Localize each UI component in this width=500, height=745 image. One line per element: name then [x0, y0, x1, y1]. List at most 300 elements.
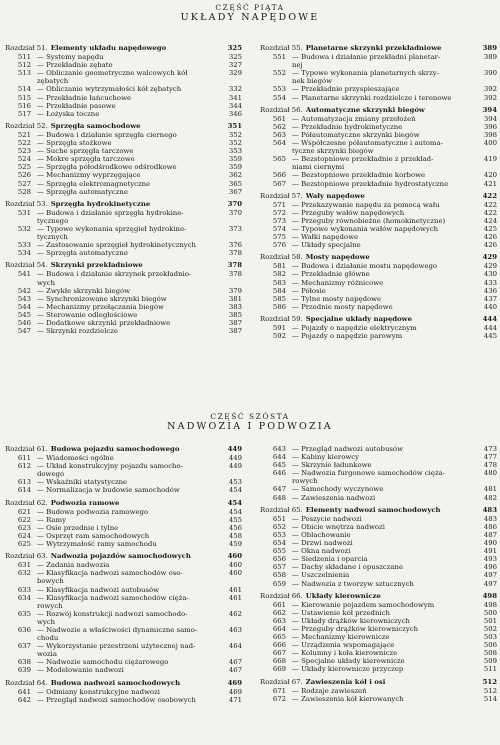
toc-entry [5, 462, 242, 470]
toc-entry [5, 516, 242, 524]
entry-page: 511 [483, 665, 497, 674]
entry-number: 515 [17, 93, 31, 102]
chapter-page: 394 [482, 105, 497, 114]
entry-title: — Zawieszenia nadwozi [292, 493, 376, 502]
entry-page: 460 [228, 561, 242, 570]
entry-title: — Okna nadwozi [292, 547, 351, 556]
toc-section [260, 106, 497, 188]
entry-page: 419 [483, 155, 497, 164]
entry-page: 464 [228, 642, 242, 651]
toc-entry [260, 531, 497, 539]
toc-entry [260, 625, 497, 633]
entry-page: 400 [483, 139, 497, 148]
entry-number: 612 [17, 462, 31, 471]
chapter-page: 498 [482, 591, 497, 600]
entry-page: 497 [483, 579, 497, 588]
entry-title: tyczne skrzynki biegów [292, 147, 374, 156]
toc-entry [5, 540, 242, 548]
entry-page: 426 [483, 241, 497, 250]
entry-title: — Modelowanie nadwozi [37, 666, 124, 675]
toc-entry [260, 233, 497, 241]
entry-page: 487 [483, 530, 497, 539]
toc-entry [5, 233, 242, 241]
toc-entry [260, 131, 497, 139]
entry-title: — Przekładnie zębate [37, 61, 113, 70]
entry-number: 517 [17, 109, 31, 118]
entry-number: 665 [272, 633, 286, 642]
entry-title: — Układ konstrukcyjny pojazdu samocho- [37, 462, 183, 471]
toc-entry [5, 241, 242, 249]
toc-entry [5, 327, 242, 335]
chapter-number: Rozdział 57. [260, 191, 303, 200]
entry-title: — Kierowanie pojazdem samochodowym [292, 600, 435, 609]
entry-title: — Wałki napędowe [292, 233, 359, 242]
entry-title: — Samochody wyczynowe [292, 485, 384, 494]
toc-entry [5, 642, 242, 650]
chapter-title: Budowa nadwozi samochodowych [50, 678, 181, 687]
entry-number: 563 [272, 130, 286, 139]
entry-number: 671 [272, 686, 286, 695]
entry-page: 467 [228, 666, 242, 675]
entry-title: — Rozwój konstrukcji nadwozi samochodo- [37, 609, 188, 618]
toc-section [260, 445, 497, 502]
chapter-title: Zawieszenia kół i osi [305, 677, 386, 686]
toc-entry [260, 123, 497, 131]
entry-title: — Przekładnie przyspieszające [292, 85, 400, 94]
chapter-page: 378 [227, 261, 242, 270]
toc-entry [5, 225, 242, 233]
entry-number: 544 [17, 302, 31, 311]
entry-page: 429 [483, 262, 497, 271]
entry-page: 508 [483, 649, 497, 658]
entry-title: wozia [37, 650, 57, 659]
toc-entry [260, 155, 497, 163]
entry-number: 574 [272, 224, 286, 233]
chapter-heading [5, 261, 242, 269]
chapter-title: Planetarne skrzynki przekładniowe [305, 44, 442, 52]
toc-entry [260, 69, 497, 77]
chapter-title: Wały napędowe [305, 191, 365, 200]
entry-number: 561 [272, 114, 286, 123]
entry-number: 666 [272, 641, 286, 650]
entry-title: nek biegów [292, 77, 333, 86]
entry-number: 545 [17, 310, 31, 319]
entry-title: — Dachy składane i opuszczane [292, 563, 404, 572]
entry-title: — Półosie [292, 286, 326, 295]
entry-title: — Przekładnie pasowe [37, 101, 116, 110]
entry-page: 459 [228, 540, 242, 549]
toc-entry [5, 279, 242, 287]
toc-entry [260, 324, 497, 332]
entry-title: — Półautomatyczne skrzynki biegów [292, 130, 420, 139]
entry-number: 514 [17, 85, 31, 94]
entry-number: 551 [272, 53, 286, 62]
chapter-number: Rozdział 65. [260, 505, 303, 514]
entry-number: 613 [17, 478, 31, 487]
toc-entry [260, 332, 497, 340]
toc-entry [5, 155, 242, 163]
entry-title: — Przednie mosty napędowe [292, 302, 393, 311]
toc-entry [5, 478, 242, 486]
entry-number: 573 [272, 216, 286, 225]
toc-entry [260, 687, 497, 695]
toc-entry [5, 696, 242, 704]
entry-title: — Zadania nadwozia [37, 561, 110, 570]
entry-page: 378 [228, 249, 242, 258]
entry-number: 653 [272, 530, 286, 539]
entry-page: 392 [483, 93, 497, 102]
entry-title: — Sprzęgła automatyczne [37, 249, 128, 258]
part6-heading [0, 412, 500, 432]
entry-title: — Nadwozia furgonowe samochodów cięża- [292, 469, 446, 478]
chapter-heading [260, 592, 497, 600]
entry-number: 571 [272, 200, 286, 209]
entry-page: 502 [483, 624, 497, 633]
entry-page: 509 [483, 657, 497, 666]
chapter-heading [5, 499, 242, 507]
chapter-title: Nadwozia pojazdów samochodowych [50, 552, 191, 561]
entry-title: — Synchronizowane skrzynki biegów [37, 294, 167, 303]
entry-page: 425 [483, 224, 497, 233]
toc-entry [260, 555, 497, 563]
entry-title: — Sprzęgła półodśrodkowe odśrodkowe [37, 163, 177, 172]
entry-page: 444 [483, 324, 497, 332]
toc-entry [5, 249, 242, 257]
chapter-title: Budowa pojazdu samochodowego [50, 445, 180, 453]
entry-page: 379 [228, 286, 242, 295]
entry-title: — Skrzynki rozdzielcze [37, 327, 118, 336]
entry-title: — Bezstopniowe przekładnie z przekład- [292, 155, 434, 164]
toc-section [260, 678, 497, 703]
entry-title: — Poszycie nadwozi [292, 514, 362, 523]
entry-page: 341 [228, 93, 242, 102]
entry-page: 329 [228, 69, 242, 78]
toc-entry [5, 131, 242, 139]
toc-entry [5, 110, 242, 118]
toc-entry [260, 163, 497, 171]
entry-page: 436 [483, 286, 497, 295]
entry-title: — Obliczanie wytrzymałości kół zębatych [37, 85, 182, 94]
toc-entry [260, 665, 497, 673]
toc-entry [260, 225, 497, 233]
entry-title: — Budowa i działanie sprzęgła hydrokine- [37, 208, 184, 217]
entry-number: 638 [17, 658, 31, 667]
toc-entry [5, 532, 242, 540]
entry-page: 473 [483, 445, 497, 453]
toc-entry [5, 180, 242, 188]
chapter-title: Automatyczne skrzynki biegów [305, 105, 425, 114]
toc-entry [260, 649, 497, 657]
entry-number: 543 [17, 294, 31, 303]
entry-page: 346 [228, 109, 242, 118]
chapter-number: Rozdział 63. [5, 552, 48, 561]
toc-entry [260, 523, 497, 531]
entry-page: 390 [483, 69, 497, 78]
entry-number: 524 [17, 155, 31, 164]
toc-entry [260, 657, 497, 665]
toc-entry [5, 217, 242, 225]
entry-page: 462 [228, 609, 242, 618]
entry-title: — Nadwozie samochodu ciężarowego [37, 658, 169, 667]
entry-page: 491 [483, 547, 497, 556]
entry-page: 471 [228, 695, 242, 704]
toc-entry [260, 180, 497, 188]
entry-title: — Budowa i działanie skrzynek przekładnio- [37, 270, 192, 279]
entry-page: 469 [228, 687, 242, 696]
chapter-number: Rozdział 58. [260, 253, 303, 262]
entry-title: — Budowa i działanie sprzęgła ciernego [37, 130, 177, 139]
entry-number: 641 [17, 687, 31, 696]
entry-number: 533 [17, 241, 31, 250]
entry-page: 437 [483, 294, 497, 303]
entry-page: 370 [228, 208, 242, 217]
entry-number: 582 [272, 270, 286, 279]
entry-number: 669 [272, 665, 286, 674]
toc-section [260, 44, 497, 102]
entry-number: 566 [272, 171, 286, 180]
chapter-heading [260, 678, 497, 686]
chapter-page: 449 [227, 445, 242, 453]
entry-title: — Klasyfikacja nadwozi autobusów [37, 585, 160, 594]
toc-entry [5, 303, 242, 311]
entry-title: — Układy specjalne [292, 241, 361, 250]
chapter-number: Rozdział 54. [5, 261, 48, 270]
entry-page: 376 [228, 241, 242, 250]
entry-title: — Obliczanie geometryczne walcowych kół [37, 69, 188, 78]
entry-title: dowego [37, 470, 65, 479]
entry-number: 512 [17, 61, 31, 70]
entry-title: — Układy kierownicze przyczep [292, 665, 404, 674]
chapter-title: Mosty napędowe [305, 253, 370, 262]
toc-entry [5, 610, 242, 618]
toc-entry [5, 666, 242, 674]
toc-entry [5, 577, 242, 585]
chapter-page: 422 [482, 191, 497, 200]
chapter-title: Podwozia ramowe [50, 498, 120, 507]
entry-title: — Nadwozie a właściwości dynamiczne samo- [37, 625, 198, 634]
toc-entry [260, 580, 497, 588]
toc-entry [260, 601, 497, 609]
entry-number: 567 [272, 179, 286, 188]
chapter-number: Rozdział 67. [260, 677, 303, 686]
entry-number: 636 [17, 625, 31, 634]
chapter-page: 370 [227, 199, 242, 208]
chapter-page: 429 [482, 253, 497, 262]
entry-number: 621 [17, 507, 31, 516]
entry-title: — Przegląd nadwozi samochodów osobowych [37, 695, 196, 704]
entry-page: 497 [483, 571, 497, 580]
entry-page: 420 [483, 171, 497, 180]
entry-number: 554 [272, 93, 286, 102]
part6-left-column [5, 445, 242, 708]
entry-title: — Mechanizmy kierownicze [292, 633, 390, 642]
entry-title: — Wytrzymałość ramy samochodu [37, 540, 157, 549]
entry-number: 639 [17, 666, 31, 675]
entry-number: 546 [17, 319, 31, 327]
entry-number: 659 [272, 579, 286, 588]
entry-page: 498 [483, 600, 497, 609]
toc-entry [260, 477, 497, 485]
entry-number: 654 [272, 539, 286, 548]
entry-number: 575 [272, 233, 286, 242]
entry-title: — Kabiny kierowcy [292, 453, 360, 462]
toc-entry [5, 602, 242, 610]
entry-title: niami ciernymi [292, 163, 345, 172]
entry-title: — Nadwozia z tworzyw sztucznych [292, 579, 414, 588]
toc-section [260, 192, 497, 250]
toc-entry [5, 171, 242, 179]
entry-number: 516 [17, 101, 31, 110]
entry-number: 592 [272, 332, 286, 341]
chapter-number: Rozdział 53. [5, 199, 48, 208]
entry-number: 576 [272, 241, 286, 250]
entry-title: — Typowe wykonania sprzęgieł hydrokine- [37, 224, 187, 233]
part6-title: NADWOZIA I PODWOZIA [167, 421, 333, 432]
toc-entry [260, 485, 497, 493]
chapter-title: Sprzęgła samochodowe [50, 121, 141, 130]
entry-number: 586 [272, 302, 286, 311]
toc-section [5, 679, 242, 704]
toc-entry [5, 61, 242, 69]
chapter-number: Rozdział 56. [260, 105, 303, 114]
chapter-page: 389 [482, 44, 497, 52]
entry-title: — Rodzaje zawieszeń [292, 686, 367, 695]
entry-number: 547 [17, 327, 31, 336]
entry-number: 637 [17, 642, 31, 651]
part6-right-column [260, 445, 497, 707]
entry-page: 477 [483, 453, 497, 462]
toc-entry [5, 102, 242, 110]
entry-number: 622 [17, 515, 31, 524]
toc-entry [260, 494, 497, 502]
entry-page: 433 [483, 278, 497, 287]
entry-page: 392 [483, 85, 497, 94]
entry-page: 327 [228, 61, 242, 70]
entry-number: 661 [272, 600, 286, 609]
toc-entry [5, 85, 242, 93]
entry-number: 658 [272, 571, 286, 580]
entry-title: — Normalizacja w budowie samochodów [37, 486, 180, 495]
entry-page: 458 [228, 531, 242, 540]
entry-number: 632 [17, 569, 31, 578]
chapter-page: 483 [482, 505, 497, 514]
chapter-heading [260, 253, 497, 261]
entry-page: 486 [483, 522, 497, 531]
entry-page: 482 [483, 493, 497, 502]
entry-title: — Bezstopniowe przekładnie hydrostatyczne [292, 179, 449, 188]
entry-page: 344 [228, 101, 242, 110]
entry-number: 523 [17, 147, 31, 156]
entry-page: 430 [483, 270, 497, 279]
entry-page: 353 [228, 147, 242, 156]
chapter-heading [5, 44, 242, 52]
toc-entry [260, 641, 497, 649]
entry-title: — Przegląd nadwozi autobusów [292, 445, 403, 453]
entry-page: 503 [483, 633, 497, 642]
entry-number: 652 [272, 522, 286, 531]
toc-entry [5, 650, 242, 658]
chapter-number: Rozdział 55. [260, 44, 303, 52]
entry-page: 387 [228, 327, 242, 336]
entry-page: 506 [483, 641, 497, 650]
entry-number: 513 [17, 69, 31, 78]
toc-section [5, 200, 242, 258]
toc-entry [5, 524, 242, 532]
entry-number: 562 [272, 122, 286, 131]
entry-number: 667 [272, 649, 286, 658]
toc-section [5, 122, 242, 196]
toc-entry [260, 469, 497, 477]
toc-entry [5, 287, 242, 295]
toc-entry [5, 454, 242, 462]
toc-entry [260, 279, 497, 287]
entry-title: — Skrzynie ładunkowe [292, 461, 372, 470]
chapter-page: 469 [227, 678, 242, 687]
entry-title: — Pojazdy o napędzie elektrycznym [292, 324, 417, 332]
toc-entry [260, 115, 497, 123]
chapter-heading [260, 506, 497, 514]
chapter-title: Sprzęgła hydrokinetyczne [50, 199, 151, 208]
entry-page: 467 [228, 658, 242, 667]
toc-entry [260, 287, 497, 295]
entry-title: — Mechanizmy wyprzęgające [37, 171, 141, 180]
entry-title: — Sprzęgła stożkowe [37, 139, 112, 148]
entry-title: zębatych [37, 77, 69, 86]
entry-title: — Zawieszenia kół kierowanych [292, 694, 404, 703]
entry-page: 378 [228, 270, 242, 279]
entry-page: 440 [483, 302, 497, 311]
entry-title: — Ustawienie kół przednich [292, 608, 390, 617]
entry-title: — Przeguby drążków kierowniczych [292, 624, 419, 633]
entry-page: 424 [483, 216, 497, 225]
entry-title: — Planetarne skrzynki rozdzielcze i terenowe [292, 93, 452, 102]
chapter-number: Rozdział 66. [260, 591, 303, 600]
entry-number: 528 [17, 187, 31, 196]
entry-title: — Przekładnie hydrokinetyczne [292, 122, 403, 131]
entry-page: 461 [228, 593, 242, 602]
entry-number: 526 [17, 171, 31, 180]
entry-number: 662 [272, 608, 286, 617]
toc-entry [260, 539, 497, 547]
entry-page: 512 [483, 686, 497, 695]
toc-entry [260, 515, 497, 523]
entry-number: 648 [272, 493, 286, 502]
toc-entry [5, 586, 242, 594]
toc-entry [5, 188, 242, 196]
entry-title: — Obicie wnętrza nadwozi [292, 522, 385, 531]
toc-entry [5, 508, 242, 516]
toc-entry [260, 85, 497, 93]
entry-title: bowych [37, 577, 64, 586]
entry-page: 449 [228, 454, 242, 463]
entry-title: — Osprzęt ram samochodowych [37, 531, 150, 540]
chapter-title: Układy kierownicze [305, 591, 381, 600]
entry-number: 625 [17, 540, 31, 549]
entry-page: 445 [483, 332, 497, 341]
toc-section [260, 253, 497, 311]
toc-entry [5, 658, 242, 666]
entry-page: 478 [483, 461, 497, 470]
toc-entry [260, 209, 497, 217]
chapter-page: 444 [482, 314, 497, 323]
entry-number: 635 [17, 609, 31, 618]
entry-page: 389 [483, 53, 497, 62]
toc-entry [5, 139, 242, 147]
chapter-heading [5, 552, 242, 560]
chapter-heading [260, 192, 497, 200]
entry-title: — Wiadomości ogólne [37, 454, 114, 463]
entry-number: 542 [17, 286, 31, 295]
